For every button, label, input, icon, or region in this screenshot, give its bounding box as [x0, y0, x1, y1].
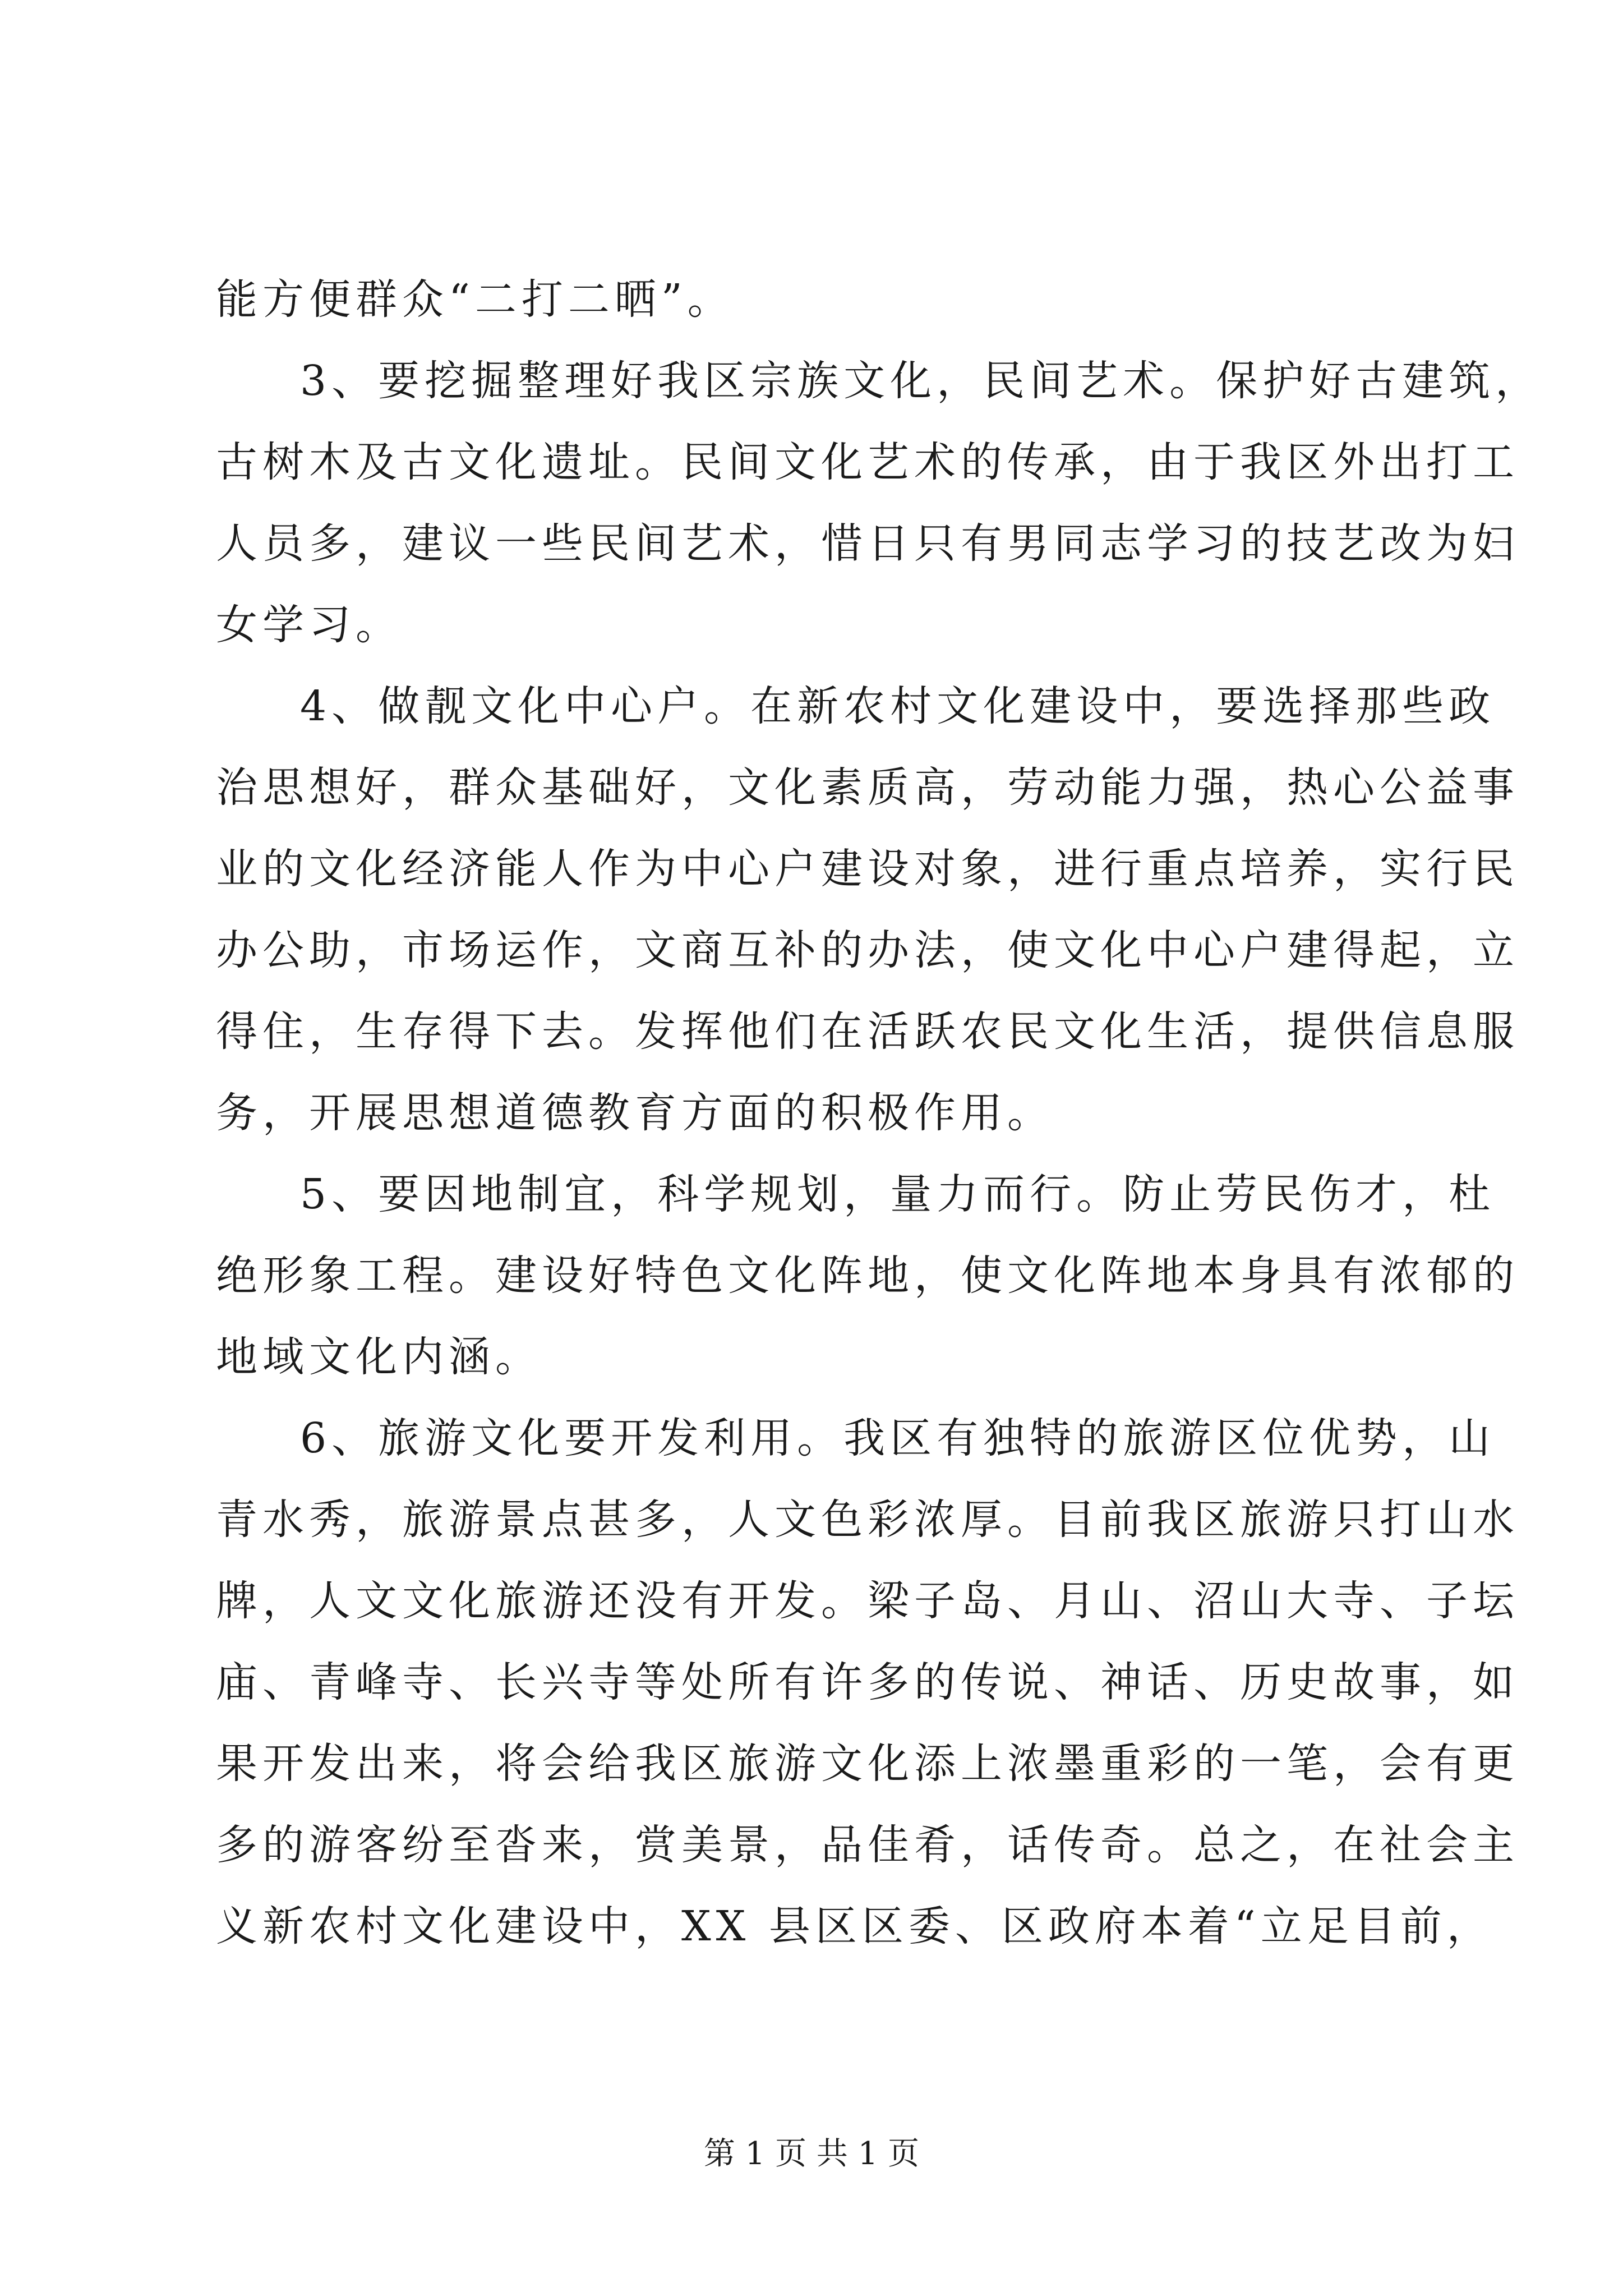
- text-line: 果开发出来，将会给我区旅游文化添上浓墨重彩的一笔，会有更: [216, 1740, 1519, 1788]
- text-line: 治思想好，群众基础好，文化素质高，劳动能力强，热心公益事: [216, 763, 1519, 812]
- document-body: [216, 259, 1542, 1967]
- text-line: 女学习。: [216, 601, 402, 649]
- text-line: 5、要因地制宜，科学规划，量力而行。防止劳民伤才，杜: [300, 1170, 1496, 1218]
- text-line: 人员多，建议一些民间艺术，惜日只有男同志学习的技艺改为妇: [216, 519, 1519, 568]
- text-line: 得住，生存得下去。发挥他们在活跃农民文化生活，提供信息服: [216, 1007, 1519, 1056]
- text-line: 3、要挖掘整理好我区宗族文化，民间艺术。保护好古建筑，: [300, 357, 1542, 405]
- text-line: 6、旅游文化要开发利用。我区有独特的旅游区位优势，山: [300, 1414, 1496, 1462]
- text-line: 办公助，市场运作，文商互补的办法，使文化中心户建得起，立: [216, 926, 1519, 974]
- text-line: 绝形象工程。建设好特色文化阵地，使文化阵地本身具有浓郁的: [216, 1251, 1519, 1300]
- text-line: 能方便群众“二打二晒”。: [216, 275, 734, 324]
- text-line: 牌，人文文化旅游还没有开发。梁子岛、月山、沼山大寺、子坛: [216, 1577, 1519, 1625]
- text-line: 务，开展思想道德教育方面的积极作用。: [216, 1089, 1054, 1137]
- text-line: 庙、青峰寺、长兴寺等处所有许多的传说、神话、历史故事，如: [216, 1658, 1519, 1706]
- text-line: 地域文化内涵。: [216, 1333, 542, 1381]
- text-line: 青水秀，旅游景点甚多，人文色彩浓厚。目前我区旅游只打山水: [216, 1496, 1519, 1544]
- text-line: 4、做靓文化中心户。在新农村文化建设中，要选择那些政: [300, 682, 1496, 730]
- text-line: 古树木及古文化遗址。民间文化艺术的传承，由于我区外出打工: [216, 438, 1519, 486]
- text-line: 义新农村文化建设中，XX 县区区委、区政府本着“立足目前，: [216, 1902, 1493, 1950]
- text-line: 业的文化经济能人作为中心户建设对象，进行重点培养，实行民: [216, 845, 1519, 893]
- page-footer: 第 1 页 共 1 页: [703, 2136, 920, 2172]
- text-line: 多的游客纷至沓来，赏美景，品佳肴，话传奇。总之，在社会主: [216, 1821, 1519, 1869]
